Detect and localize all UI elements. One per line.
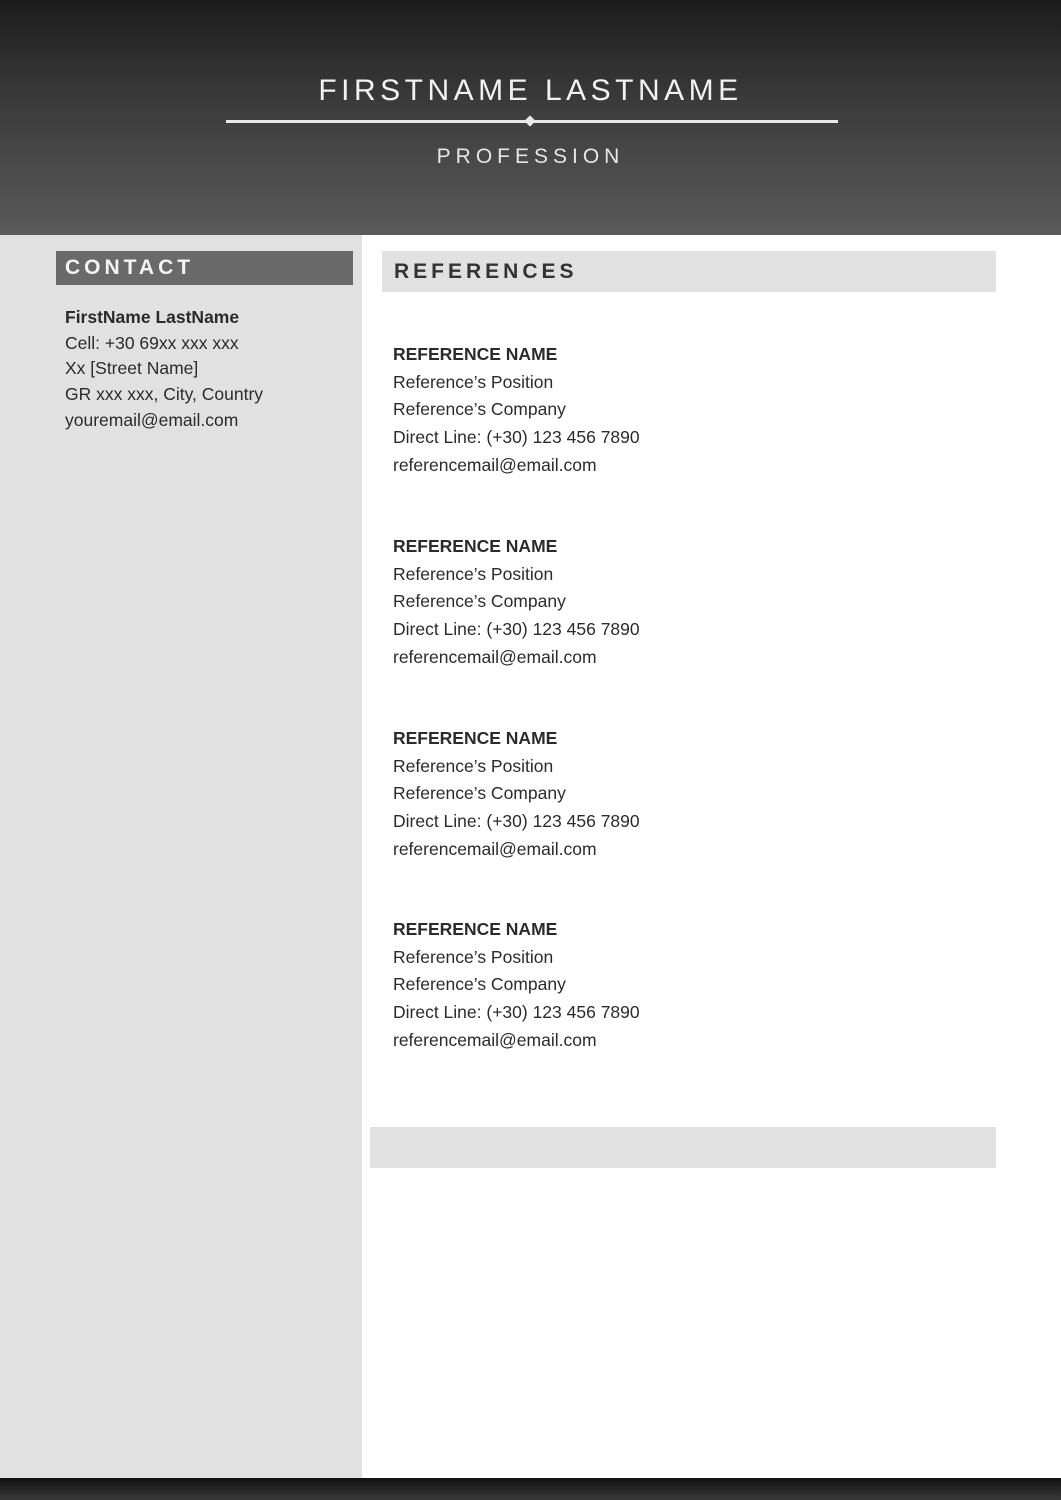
divider-diamond-icon [524, 115, 535, 126]
profession-subtitle: PROFESSION [436, 145, 625, 168]
contact-heading: CONTACT [56, 251, 353, 285]
reference-company: Reference’s Company [393, 783, 566, 804]
reference-name: REFERENCE NAME [393, 728, 558, 748]
contact-street: Xx [Street Name] [65, 358, 199, 379]
empty-section-band [370, 1127, 996, 1168]
full-name-title: FIRSTNAME LASTNAME [318, 74, 743, 107]
reference-entry [393, 725, 640, 864]
contact-name: FirstName LastName [65, 307, 240, 327]
contact-email: youremail@email.com [65, 409, 239, 430]
reference-company: Reference’s Company [393, 591, 566, 612]
reference-phone: Direct Line: (+30) 123 456 7890 [393, 811, 640, 832]
resume-header [0, 0, 1061, 235]
reference-entry [393, 916, 640, 1055]
reference-phone: Direct Line: (+30) 123 456 7890 [393, 427, 640, 448]
reference-email: referencemail@email.com [393, 454, 597, 475]
reference-position: Reference’s Position [393, 755, 554, 776]
contact-city: GR xxx xxx, City, Country [65, 384, 264, 405]
contact-details [65, 305, 263, 434]
reference-company: Reference’s Company [393, 399, 566, 420]
references-heading: REFERENCES [382, 251, 996, 292]
reference-position: Reference’s Position [393, 946, 554, 967]
reference-position: Reference’s Position [393, 563, 554, 584]
contact-cell: Cell: +30 69xx xxx xxx [65, 332, 239, 353]
footer-bar [0, 1478, 1061, 1500]
reference-company: Reference’s Company [393, 974, 566, 995]
reference-name: REFERENCE NAME [393, 536, 558, 556]
reference-email: referencemail@email.com [393, 646, 597, 667]
reference-entry [393, 341, 640, 480]
reference-name: REFERENCE NAME [393, 919, 558, 939]
reference-entry [393, 533, 640, 672]
reference-email: referencemail@email.com [393, 838, 597, 859]
reference-phone: Direct Line: (+30) 123 456 7890 [393, 619, 640, 640]
reference-email: referencemail@email.com [393, 1029, 597, 1050]
reference-name: REFERENCE NAME [393, 344, 558, 364]
reference-phone: Direct Line: (+30) 123 456 7890 [393, 1002, 640, 1023]
reference-position: Reference’s Position [393, 371, 554, 392]
